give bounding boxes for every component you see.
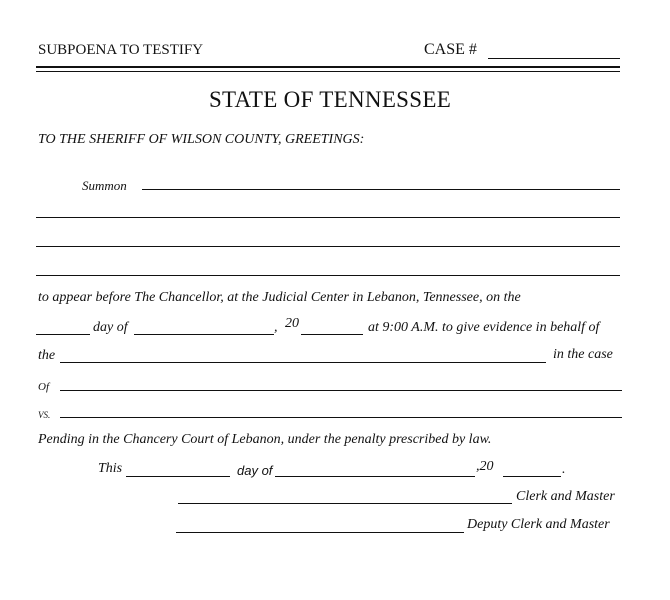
summon-line-2[interactable] [36,217,620,218]
case-number-field[interactable] [488,58,620,59]
of-label: Of [38,381,49,393]
signature-period: . [562,462,566,477]
the-label: the [38,348,56,363]
time-text: at 9:00 A.M. to give evidence in behalf of [368,320,600,335]
in-the-case-label: in the case [553,347,613,362]
case-number-label: CASE # [424,41,477,58]
deputy-signature-field[interactable] [176,532,464,533]
summon-name-field[interactable] [142,189,620,190]
signature-year-prefix: ,20 [476,459,494,474]
clerk-label: Clerk and Master [516,489,615,504]
appearance-day-field[interactable] [36,334,90,335]
clerk-signature-field[interactable] [178,503,512,504]
signature-month-field[interactable] [275,476,475,477]
document-type: SUBPOENA TO TESTIFY [38,42,204,58]
signature-day-field[interactable] [126,476,230,477]
behalf-of-field[interactable] [60,362,546,363]
header-rule-bottom [36,71,620,72]
deputy-label: Deputy Clerk and Master [467,517,610,532]
page-title: STATE OF TENNESSEE [208,87,452,112]
pending-text: Pending in the Chancery Court of Lebanon, under the penalty prescribed by law. [38,432,492,447]
summon-line-4[interactable] [36,275,620,276]
greeting: TO THE SHERIFF OF WILSON COUNTY, GREETINGS: [38,132,365,147]
signature-day-of-label: day of [237,463,273,478]
appearance-year-field[interactable] [301,334,363,335]
appearance-month-field[interactable] [134,334,274,335]
signature-year-field[interactable] [503,476,561,477]
appear-text: to appear before The Chancellor, at the Judicial Center in Lebanon, Tennessee, on the [38,290,521,305]
this-label: This [98,461,123,476]
date-comma: , [274,320,278,335]
year-prefix: 20 [285,316,299,331]
defendant-field[interactable] [60,417,622,418]
summon-line-3[interactable] [36,246,620,247]
plaintiff-field[interactable] [60,390,622,391]
header-rule-top [36,66,620,68]
vs-label: VS. [38,410,51,420]
day-of-label: day of [93,320,128,335]
summon-label: Summon [82,178,127,193]
